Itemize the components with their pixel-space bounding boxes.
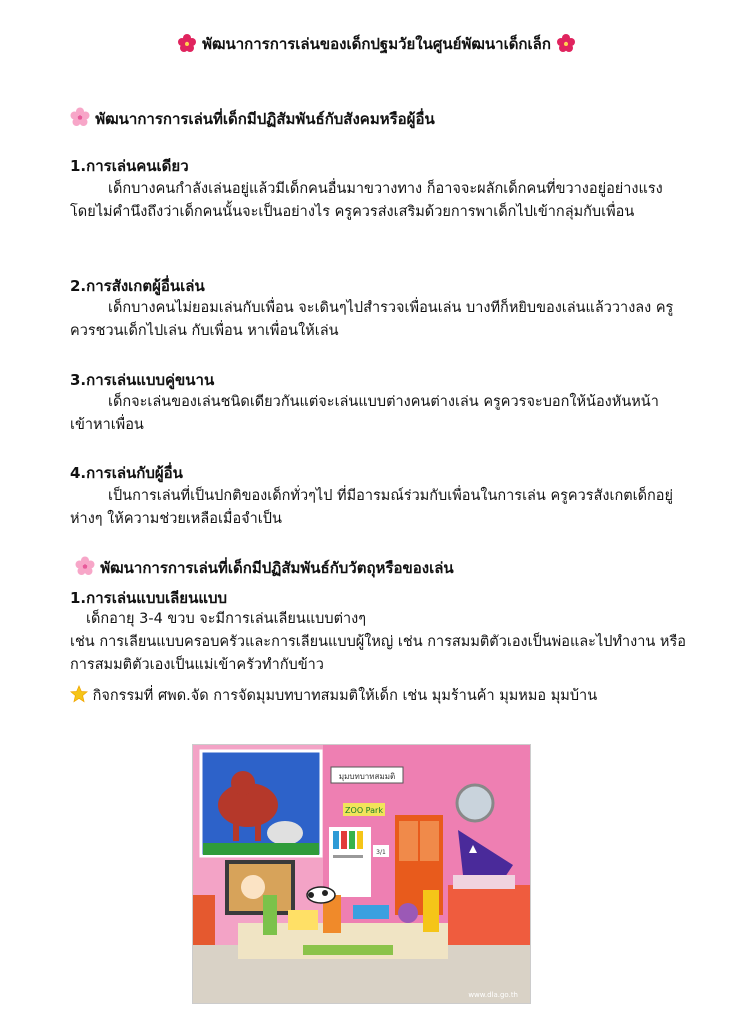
item-heading: 1.การเล่นแบบเลียนแบบ xyxy=(70,589,228,607)
item-paragraph: เด็กบางคนกำลังเล่นอยู่แล้วมีเด็กคนอื่นมาขวางทาง ก็อาจจะผลักเด็กคนที่ขวางอยู่อย่างแรง โดยไม่คำนึงถึงว่าเด็กคนนั้นจะเป็นอย่างไร ครูควรส่งเสริมด้วยการพาเด็กไปเข้ากลุ่มกับเพื่อน xyxy=(70,181,663,220)
section-heading-objects xyxy=(75,556,454,580)
photo-illustration xyxy=(193,745,530,1003)
section-heading-text: พัฒนาการการเล่นที่เด็กมีปฏิสัมพันธ์กับวัตถุหรือของเล่น xyxy=(100,559,454,577)
door-number-text: 3/1 xyxy=(376,849,386,856)
hibiscus-icon xyxy=(177,34,197,52)
photo-watermark: www.dla.go.th xyxy=(468,991,518,999)
item-paragraph: เด็กอายุ 3-4 ขวบ จะมีการเล่นเลียนแบบต่างๆ xyxy=(86,611,367,627)
item-paragraph: เด็กบางคนไม่ยอมเล่นกับเพื่อน จะเดินๆไปสำรวจเพื่อนเล่น บางทีก็หยิบของเล่นแล้ววางลง ครูควรชวนเด็กไปเล่น กับเพื่อน หาเพื่อนให้เล่น xyxy=(70,300,674,339)
corner-sign-text: มุมบทบาทสมมติ xyxy=(338,772,396,781)
item-paragraph: เป็นการเล่นที่เป็นปกติของเด็กทั่วๆไป ที่มีอารมณ์ร่วมกับเพื่อนในการเล่น ครูควรสังเกตเด็กอยู่ห่างๆ ให้ความช่วยเหลือเมื่อจำเป็น xyxy=(70,488,674,527)
item-heading: 4.การเล่นกับผู้อื่น xyxy=(70,464,183,482)
title-text: พัฒนาการการเล่นของเด็กปฐมวัยในศูนย์พัฒนาเด็กเล็ก xyxy=(202,35,551,53)
section-heading-text: พัฒนาการการเล่นที่เด็กมีปฏิสัมพันธ์กับสังคมหรือผู้อื่น xyxy=(95,110,435,128)
cherry-blossom-icon xyxy=(70,107,90,127)
item-heading: 3.การเล่นแบบคู่ขนาน xyxy=(70,371,215,389)
document-title xyxy=(0,32,753,56)
hibiscus-icon xyxy=(556,34,576,52)
item-heading: 2.การสังเกตผู้อื่นเล่น xyxy=(70,277,205,295)
cherry-blossom-icon xyxy=(75,556,95,576)
role-play-corner-photo xyxy=(192,744,531,1004)
item-paragraph-continued: เช่น การเลียนแบบครอบครัวและการเลียนแบบผู้ใหญ่ เช่น การสมมติตัวเองเป็นพ่อและไปทำงาน หรือการสมมติตัวเองเป็นแม่เข้าครัวทำกับข้าว xyxy=(70,634,686,673)
item-heading: 1.การเล่นคนเดียว xyxy=(70,157,189,175)
section-heading-social xyxy=(70,107,435,131)
zoo-sign-text: ZOO Park xyxy=(345,806,383,815)
glowing-star-icon xyxy=(70,685,88,703)
activity-line xyxy=(70,685,690,708)
activity-text: กิจกรรมที่ ศพด.จัด การจัดมุมบทบาทสมมติให้เด็ก เช่น มุมร้านค้า มุมหมอ มุมบ้าน xyxy=(92,688,598,704)
item-paragraph: เด็กจะเล่นของเล่นชนิดเดียวกันแต่จะเล่นแบบต่างคนต่างเล่น ครูควรจะบอกให้น้องหันหน้าเข้าหาเพื่อน xyxy=(70,394,659,433)
